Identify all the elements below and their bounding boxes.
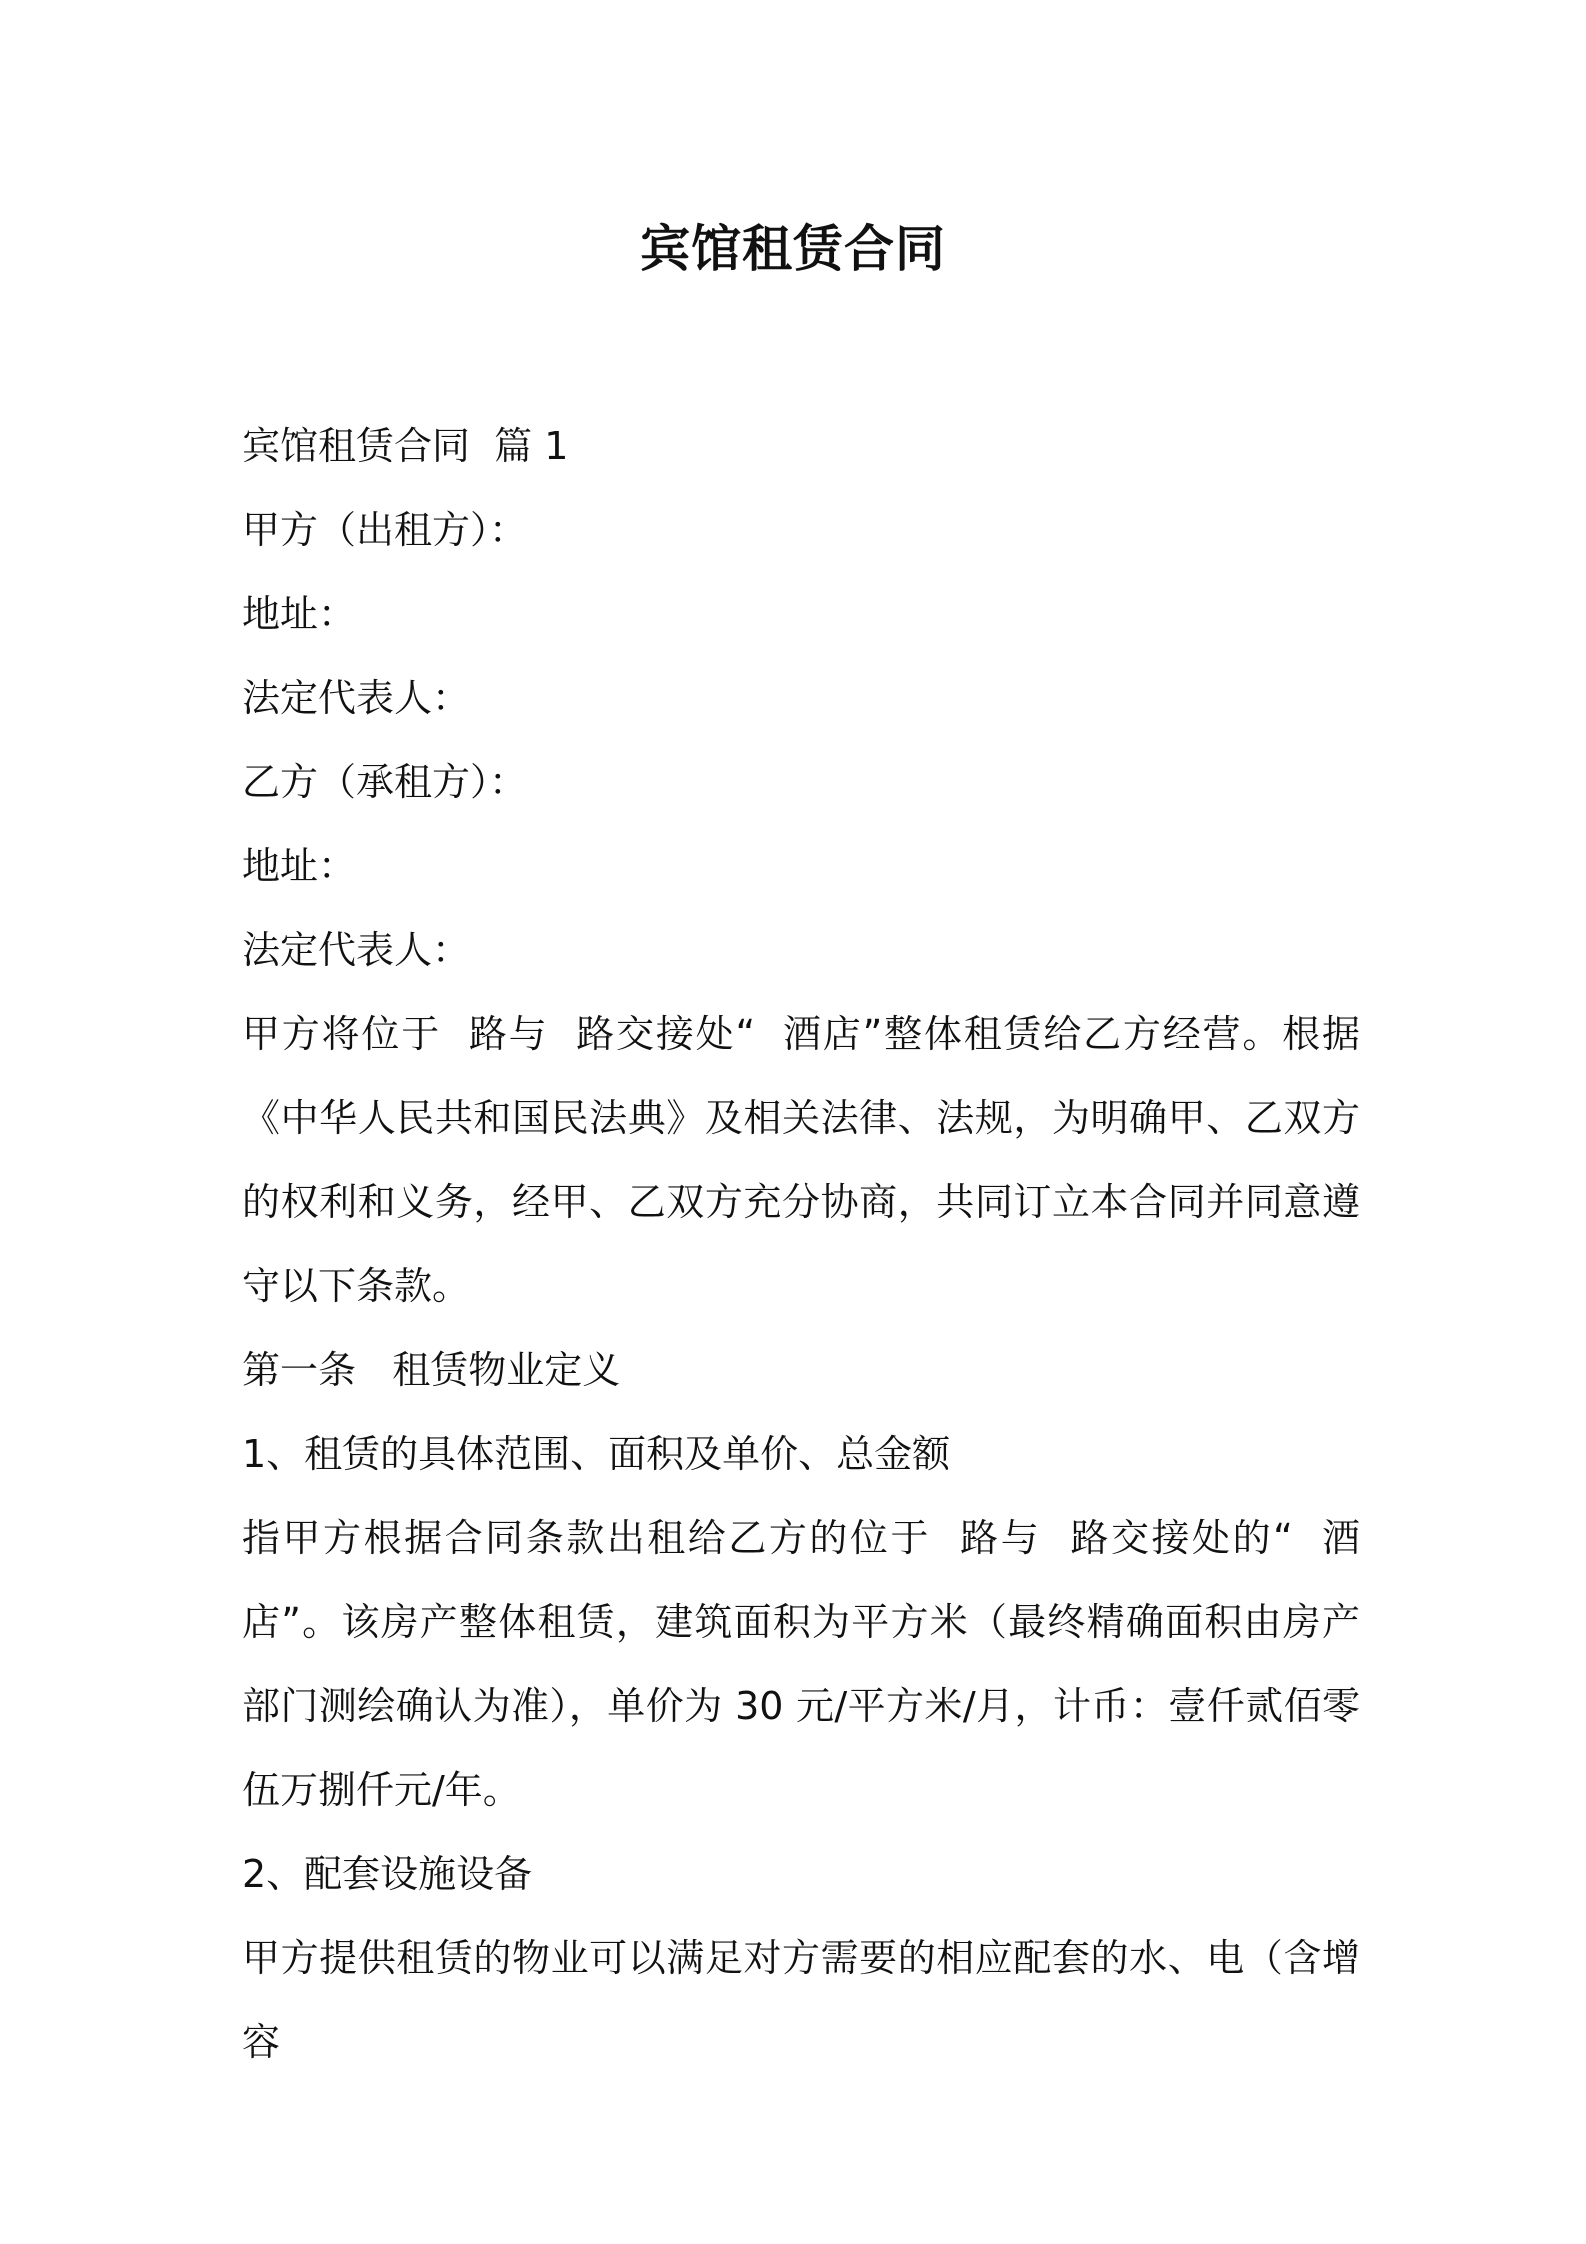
party-a-address-label: 地址： xyxy=(242,592,357,636)
party-b-representative-label: 法定代表人： xyxy=(242,928,471,972)
party-b-label: 乙方（承租方）： xyxy=(242,760,528,804)
clause-2-paragraph: 甲方提供租赁的物业可以满足对方需要的相应配套的水、电（含增容 xyxy=(242,1936,1360,2064)
article-one-heading: 第一条 租赁物业定义 xyxy=(242,1348,621,1392)
clause-1-paragraph: 指甲方根据合同条款出租给乙方的位于 路与 路交接处的“ 酒店”。该房产整体租赁，建筑面积为平方米（最终精确面积由房产部门测绘确认为准），单价为 30 元/平方米/月，计币：壹仟贰佰零伍万捌仟元/年。 xyxy=(242,1516,1360,1812)
document-title: 宾馆租赁合同 xyxy=(640,220,946,278)
document-body xyxy=(242,404,1360,2084)
clause-1-heading: 1、租赁的具体范围、面积及单价、总金额 xyxy=(242,1432,951,1476)
preamble-paragraph: 甲方将位于 路与 路交接处“ 酒店”整体租赁给乙方经营。根据《中华人民共和国民法典》及相关法律、法规，为明确甲、乙双方的权利和义务，经甲、乙双方充分协商，共同订立本合同并同意遵守以下条款。 xyxy=(242,1012,1360,1308)
party-a-representative-label: 法定代表人： xyxy=(242,676,471,720)
party-a-label: 甲方（出租方）： xyxy=(242,508,528,552)
party-b-address-label: 地址： xyxy=(242,844,357,888)
section-heading: 宾馆租赁合同 篇 1 xyxy=(242,424,569,468)
clause-2-heading: 2、配套设施设备 xyxy=(242,1852,533,1896)
